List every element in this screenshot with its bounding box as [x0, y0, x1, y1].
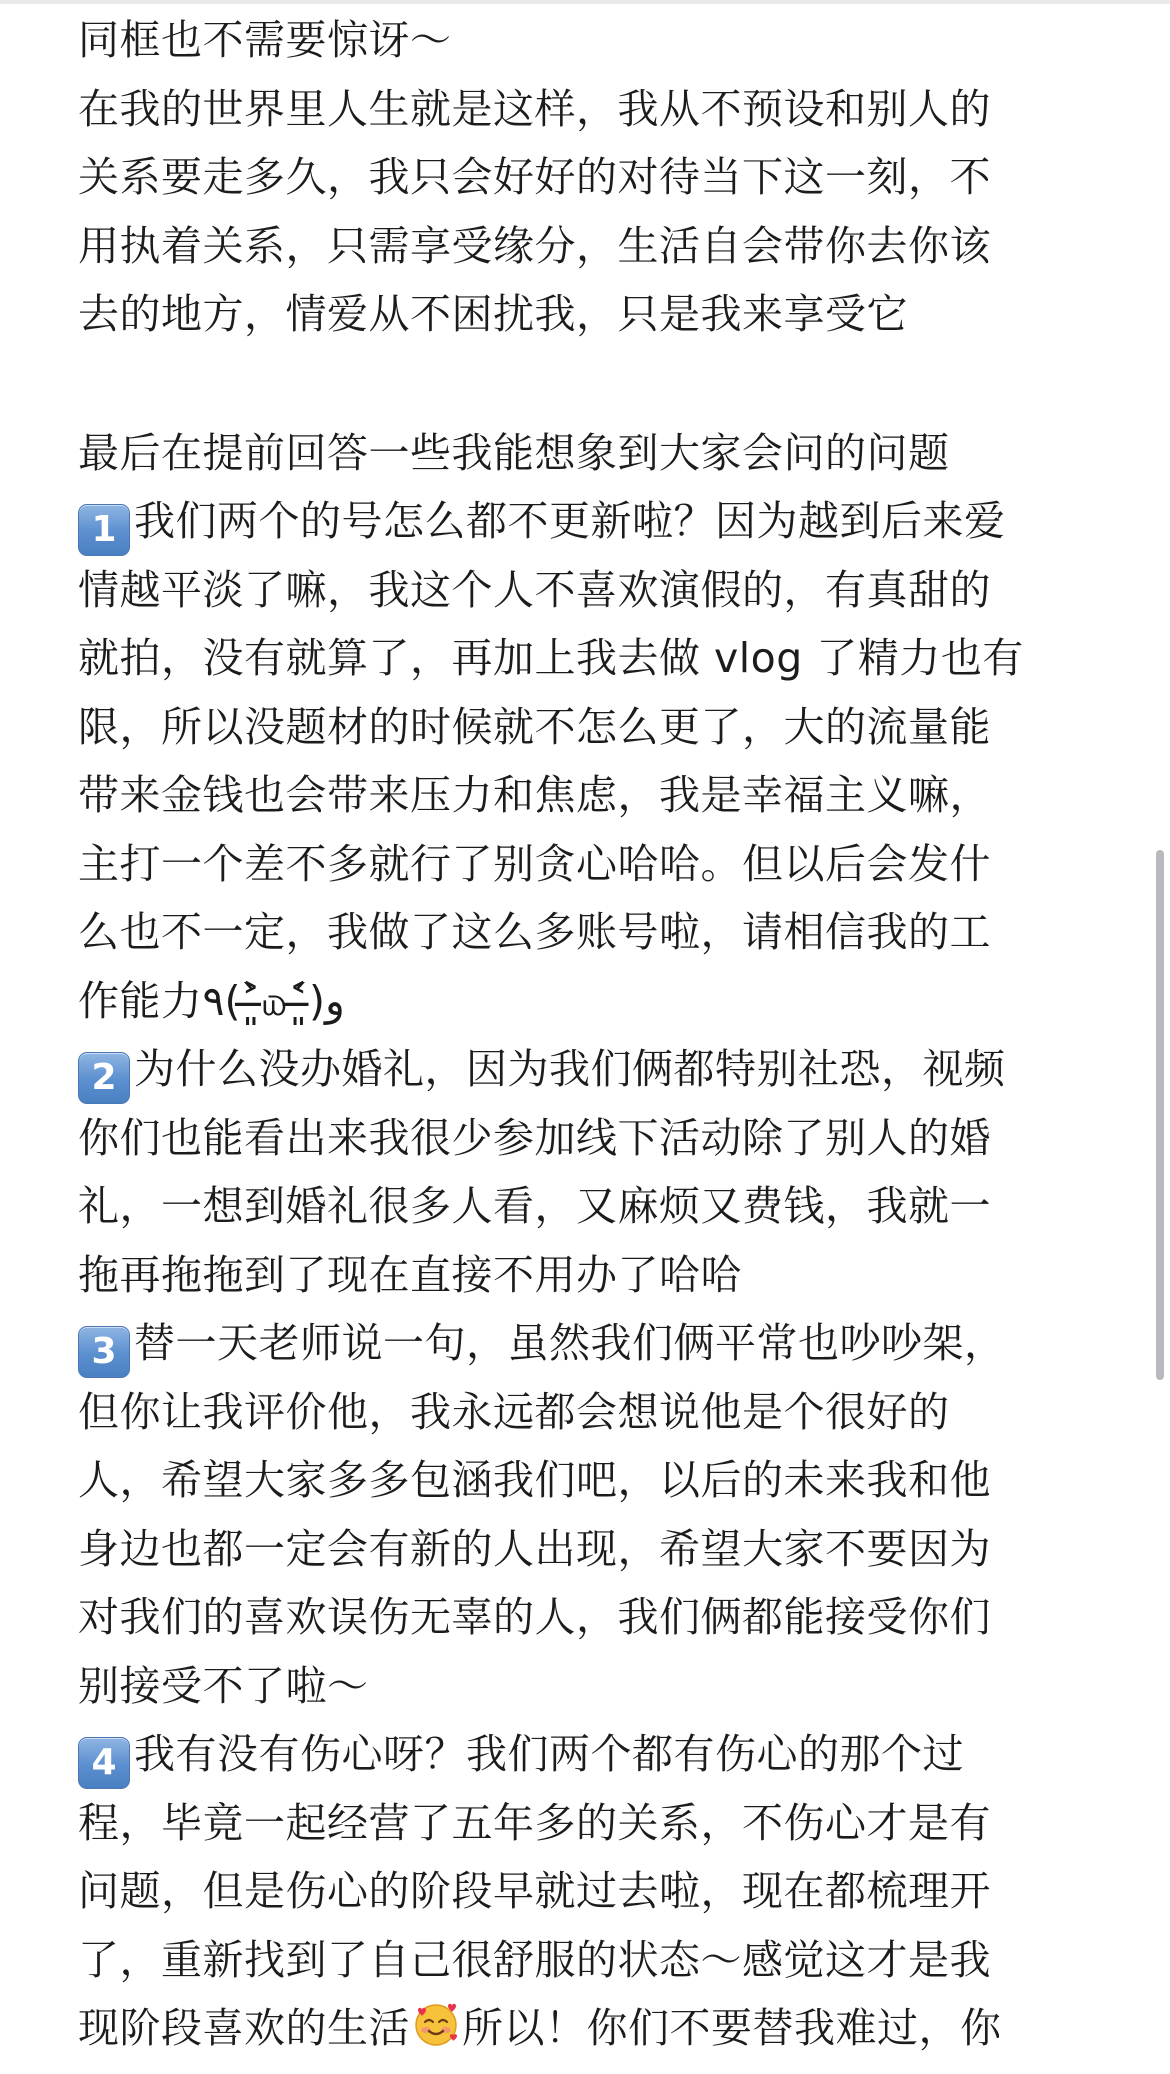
smiling-face-with-hearts-icon: [412, 2000, 460, 2048]
text-line: 关系要走多久，我只会好好的对待当下这一刻，不: [78, 153, 991, 201]
text-segment: 所以！你们不要替我难过，你: [462, 2004, 1002, 2052]
text-line: 情越平淡了嘛，我这个人不喜欢演假的，有真甜的: [78, 565, 991, 614]
text-line: 主打一个差不多就行了别贪心哈哈。但以后会发什: [78, 839, 991, 888]
text-segment: 现阶段喜欢的生活: [78, 2004, 410, 2052]
text-line: 最后在提前回答一些我能想象到大家会问的问题: [78, 428, 950, 477]
answer-4-line: [78, 1720, 1098, 1789]
text-line: 问题，但是伤心的阶段早就过去啦，现在都梳理开: [78, 1867, 991, 1915]
text-line: 限，所以没题材的时候就不怎么更了，大的流量能: [78, 702, 991, 751]
text-line: 了，重新找到了自己很舒服的状态～感觉这才是我: [78, 1935, 991, 1984]
text-line: 么也不一定，我做了这么多账号啦，请相信我的工: [78, 908, 991, 956]
text-line: 拖再拖拖到了现在直接不用办了哈哈: [78, 1250, 742, 1299]
text-line: 同框也不需要惊讶～: [78, 16, 452, 64]
answer-2-line: [78, 1035, 1098, 1104]
keycap-1-icon: 1: [78, 504, 130, 556]
text-line: 就拍，没有就算了，再加上我去做 vlog 了精力也有: [78, 634, 1024, 682]
text-line-kaomoji: 作能力٩(˃̶͈̀௰˂̶͈́)و: [78, 976, 345, 1025]
text-line: 身边也都一定会有新的人出现，希望大家不要因为: [78, 1524, 991, 1573]
top-edge: [0, 0, 1170, 4]
text-line: 替一天老师说一句，虽然我们俩平常也吵吵架，: [134, 1319, 1006, 1367]
text-line: 为什么没办婚礼，因为我们俩都特别社恐，视频: [134, 1045, 1006, 1093]
text-line: 礼，一想到婚礼很多人看，又麻烦又费钱，我就一: [78, 1182, 991, 1230]
answer-1-line: [78, 487, 1098, 556]
text-line-with-emoji: [78, 1994, 1098, 2063]
keycap-4-icon: 4: [78, 1737, 130, 1789]
text-line: 人，希望大家多多包涵我们吧，以后的未来我和他: [78, 1456, 991, 1504]
text-line: 别接受不了啦～: [78, 1661, 369, 1710]
text-line: 在我的世界里人生就是这样，我从不预设和别人的: [78, 84, 991, 133]
text-line: 程，毕竟一起经营了五年多的关系，不伤心才是有: [78, 1798, 991, 1847]
keycap-3-icon: 3: [78, 1326, 130, 1378]
text-line: 去的地方，情爱从不困扰我，只是我来享受它: [78, 290, 908, 338]
scrollbar-thumb[interactable]: [1156, 850, 1164, 1380]
text-line: 但你让我评价他，我永远都会想说他是个很好的: [78, 1387, 950, 1436]
keycap-2-icon: 2: [78, 1052, 130, 1104]
text-line: 对我们的喜欢误伤无辜的人，我们俩都能接受你们: [78, 1593, 991, 1641]
text-line: 你们也能看出来我很少参加线下活动除了别人的婚: [78, 1113, 991, 1162]
answer-3-line: [78, 1309, 1098, 1378]
text-line: 我们两个的号怎么都不更新啦？因为越到后来爱: [134, 497, 1006, 545]
text-line: 我有没有伤心呀？我们两个都有伤心的那个过: [134, 1730, 964, 1778]
text-line: 带来金钱也会带来压力和焦虑，我是幸福主义嘛，: [78, 771, 991, 819]
text-line: 用执着关系，只需享受缘分，生活自会带你去你该: [78, 221, 991, 270]
blank-line: [78, 349, 1098, 419]
article-text: [78, 6, 1098, 2063]
